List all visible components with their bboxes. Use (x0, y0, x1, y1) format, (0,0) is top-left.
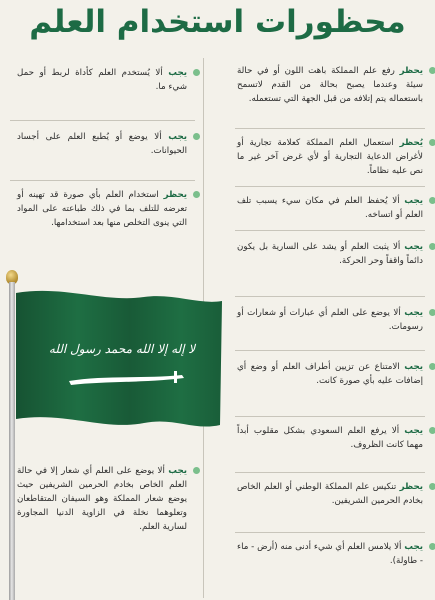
rule-item (237, 240, 423, 268)
bullet-icon (429, 243, 435, 250)
rule-text: الامتناع عن تزيين أطراف العلم أو وضع أي إضافات عليه بأي صورة كانت. (237, 362, 423, 386)
rule-keyword: يحظر (399, 482, 423, 492)
separator (10, 180, 195, 181)
rule-text: استخدام العلم بأي صورة قد تهينه أو تعرضه للتلف بما في ذلك طباعته على المواد التي ينوى التخلص منها بعد استخدامها. (17, 190, 187, 228)
separator (235, 128, 425, 129)
rule-text: ألا يوضع على العلم أي عبارات أو شعارات أو رسومات. (237, 308, 423, 332)
separator (235, 532, 425, 533)
rule-keyword: يجب (404, 196, 423, 206)
bullet-icon (429, 427, 435, 434)
rule-text: ألا يوضع أو يُطبع العلم على أجساد الحيوانات. (17, 132, 187, 156)
bullet-icon (429, 363, 435, 370)
bullet-icon (429, 309, 435, 316)
rule-text: استعمال العلم المملكة كعلامة تجارية أو لأغراض الدعاية التجارية أو لأي غرض آخر غير ما نص عليه نظاماً. (237, 138, 423, 176)
separator (235, 186, 425, 187)
separator (235, 296, 425, 297)
rule-keyword: يجب (404, 362, 423, 372)
rule-item (237, 424, 423, 452)
rule-item (237, 194, 423, 222)
separator (235, 472, 425, 473)
rule-text: ألا يرفع العلم السعودي بشكل مقلوب أبداً مهما كانت الظروف. (237, 426, 423, 450)
rule-keyword: يجب (404, 426, 423, 436)
rule-item (17, 188, 187, 230)
rule-keyword: يجب (168, 132, 187, 142)
rule-text: ألا يُحفظ العلم في مكان سيء يسبب تلف العلم أو اتساخه. (237, 196, 423, 220)
rule-item (237, 360, 423, 388)
rule-item (17, 66, 187, 94)
sword-hilt (174, 371, 177, 383)
rule-keyword: يجب (404, 542, 423, 552)
rule-item (237, 540, 423, 568)
bullet-icon (429, 139, 435, 146)
bullet-icon (429, 197, 435, 204)
rule-text: تنكيس علم المملكة الوطني أو العلم الخاص بخادم الحرمين الشريفين. (237, 482, 423, 506)
bullet-icon (193, 467, 200, 474)
rule-text: ألا يثبت العلم أو يشد على السارية بل يكون دائماً واقفاً وحر الحركة. (237, 242, 423, 266)
rule-item (237, 64, 423, 106)
saudi-flag (14, 285, 224, 435)
bullet-icon (193, 133, 200, 140)
bullet-icon (193, 69, 200, 76)
bullet-icon (429, 483, 435, 490)
rule-keyword: يجب (404, 242, 423, 252)
separator (235, 416, 425, 417)
rule-keyword: يجب (168, 466, 187, 476)
rule-item (237, 136, 423, 178)
rule-text: ألا يلامس العلم أي شيء أدنى منه (أرض - ماء - طاولة). (237, 542, 423, 566)
rule-item (17, 464, 187, 534)
rule-keyword: يجب (404, 308, 423, 318)
rule-item (237, 306, 423, 334)
separator (235, 230, 425, 231)
separator (10, 120, 195, 121)
separator (235, 350, 425, 351)
rule-keyword: يحظر (163, 190, 187, 200)
page-title: محظورات استخدام العلم (29, 4, 406, 40)
rule-keyword: يُحظر (399, 138, 423, 148)
rule-keyword: يجب (168, 68, 187, 78)
flag-shahada: لا إله إلا الله محمد رسول الله (48, 342, 196, 356)
rule-text: ألا يُستخدم العلم كأداة لربط أو حمل شيء ما. (17, 68, 187, 92)
rule-keyword: يحظر (399, 66, 423, 76)
rule-text: رفع علم المملكة باهت اللون أو في حالة سيئة وعندما يصبح بحالة من القدم لاتسمح باستعماله يتم إتلافه من قبل الجهة التي تستعمله. (237, 66, 423, 104)
bullet-icon (429, 543, 435, 550)
bullet-icon (193, 191, 200, 198)
bullet-icon (429, 67, 435, 74)
rule-item (237, 480, 423, 508)
rule-text: ألا يوضع على العلم أي شعار إلا في حالة العلم الخاص بخادم الحرمين الشريفين حيث يوضع شعار المملكة وهو السيفان المتقاطعان وتعلوهما نخلة في الزاوية الدنيا المجاورة لسارية العلم. (17, 466, 187, 532)
rule-item (17, 130, 187, 158)
